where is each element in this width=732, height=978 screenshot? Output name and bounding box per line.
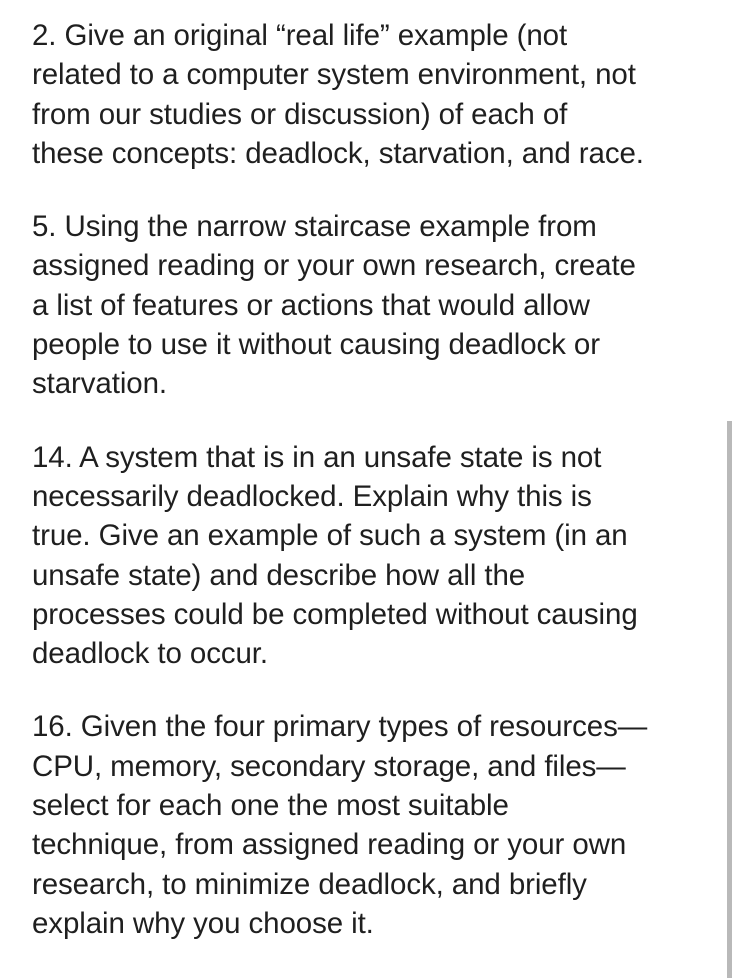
question-line: CPU, memory, secondary storage, and files—: [32, 749, 626, 783]
question-line: people to use it without causing deadlock or: [32, 328, 600, 362]
question-list: [32, 16, 722, 977]
question-line: related to a computer system environment, not: [32, 58, 636, 92]
question-line: 5. Using the narrow staircase example from: [32, 210, 597, 244]
question-line: unsafe state) and describe how all the: [32, 558, 526, 592]
vertical-scrollbar[interactable]: [727, 421, 732, 978]
question-line: research, to minimize deadlock, and briefly: [32, 867, 587, 901]
question-line: 2. Give an original “real life” example (not: [32, 19, 568, 52]
question-line: processes could be completed without causing: [32, 597, 638, 631]
question-5: [32, 207, 722, 403]
question-line: 16. Given the four primary types of resources—: [32, 710, 648, 744]
question-2: [32, 16, 722, 173]
question-14: [32, 438, 722, 674]
question-line: starvation.: [32, 367, 167, 401]
question-line: technique, from assigned reading or your own: [32, 828, 627, 862]
question-line: 14. A system that is in an unsafe state is not: [32, 440, 602, 474]
question-16: [32, 707, 722, 943]
question-line: explain why you choose it.: [32, 906, 374, 940]
question-line: from our studies or discussion) of each of: [32, 97, 568, 131]
question-line: assigned reading or your own research, create: [32, 249, 636, 283]
question-line: select for each one the most suitable: [32, 789, 509, 823]
question-line: necessarily deadlocked. Explain why this is: [32, 479, 592, 513]
question-line: true. Give an example of such a system (in an: [32, 519, 628, 553]
question-line: deadlock to occur.: [32, 637, 268, 671]
question-line: a list of features or actions that would allow: [32, 288, 590, 322]
question-line: these concepts: deadlock, starvation, and race.: [32, 136, 644, 170]
